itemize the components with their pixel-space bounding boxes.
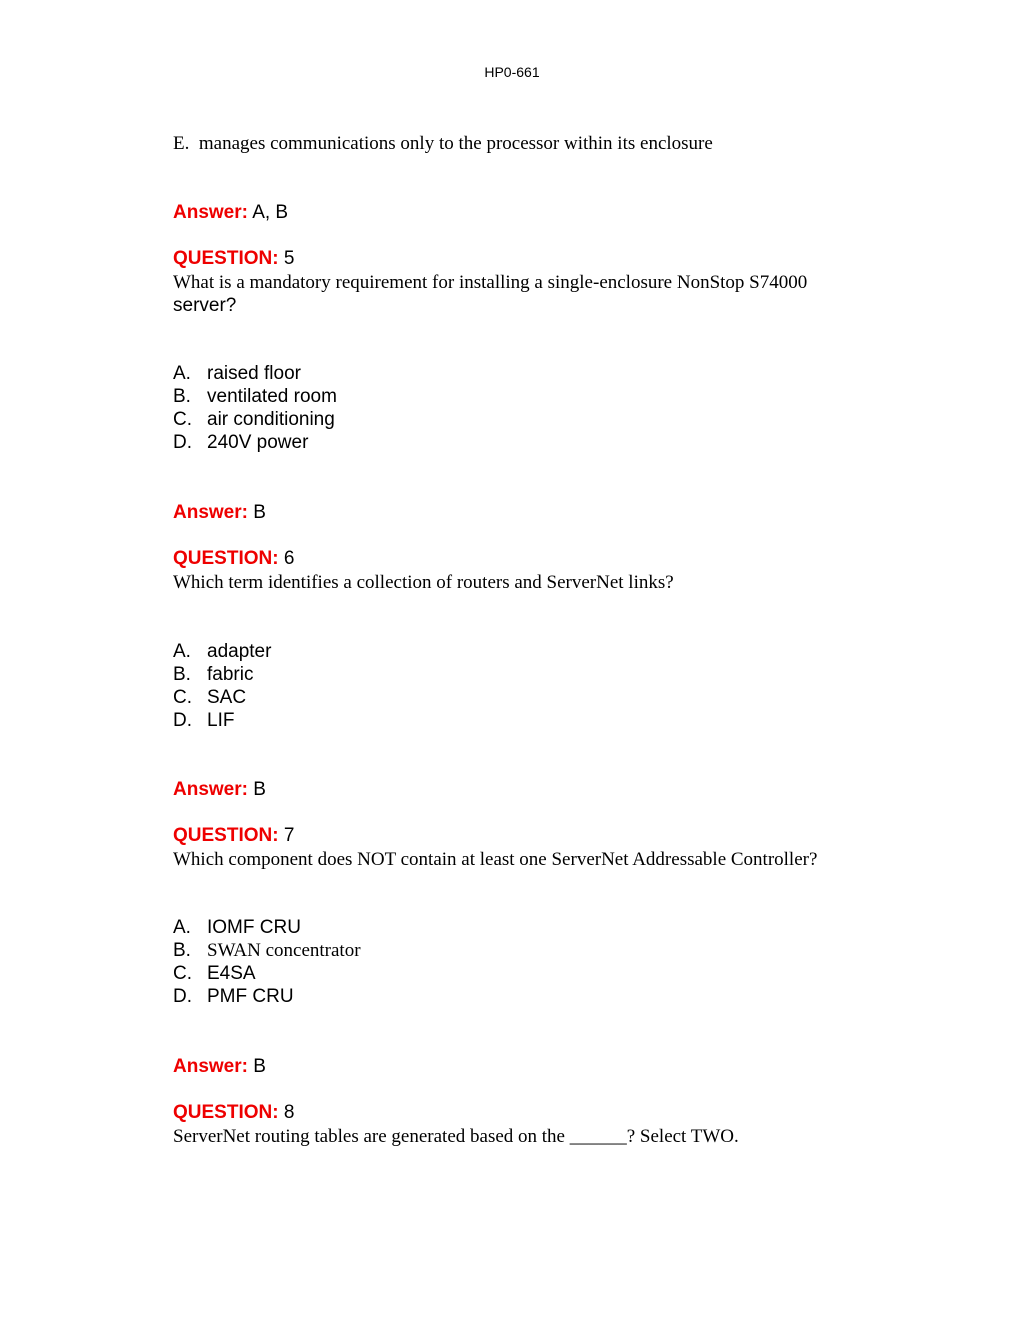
option-text: air conditioning bbox=[207, 409, 335, 430]
option-text: raised floor bbox=[207, 363, 301, 384]
option-c bbox=[173, 962, 361, 985]
prev-option-e bbox=[173, 132, 713, 155]
option-c bbox=[173, 686, 271, 709]
question-text-line: Which term identifies a collection of routers and ServerNet links? bbox=[173, 572, 674, 593]
option-letter: A. bbox=[173, 363, 191, 384]
option-text: manages communications only to the processor within its enclosure bbox=[198, 133, 713, 154]
option-d bbox=[173, 985, 361, 1008]
question-text-line: What is a mandatory requirement for installing a single-enclosure NonStop S74000 bbox=[173, 272, 808, 293]
page-header: HP0-661 bbox=[484, 64, 540, 80]
option-letter: D. bbox=[173, 986, 192, 1007]
option-text: SWAN concentrator bbox=[207, 940, 361, 961]
answer-label: Answer: bbox=[173, 1056, 248, 1077]
option-letter: B. bbox=[173, 940, 191, 961]
question-text-line: ServerNet routing tables are generated based on the ______? Select TWO. bbox=[173, 1126, 739, 1147]
question-6-heading bbox=[173, 547, 294, 570]
question-label: QUESTION: bbox=[173, 248, 279, 269]
option-letter: D. bbox=[173, 710, 192, 731]
answer-label: Answer: bbox=[173, 502, 248, 523]
answer-q4 bbox=[173, 201, 288, 224]
question-text-line: Which component does NOT contain at least one ServerNet Addressable Controller? bbox=[173, 849, 818, 870]
option-text: IOMF CRU bbox=[207, 917, 301, 938]
option-text: LIF bbox=[207, 710, 235, 731]
question-8-text bbox=[173, 1125, 739, 1148]
question-5-text bbox=[173, 271, 807, 294]
answer-label: Answer: bbox=[173, 202, 248, 223]
option-letter: E. bbox=[173, 133, 190, 154]
answer-q7 bbox=[173, 1055, 266, 1078]
option-letter: B. bbox=[173, 386, 191, 407]
answer-value: B bbox=[253, 1056, 266, 1077]
answer-value: A, B bbox=[252, 202, 289, 223]
option-letter: C. bbox=[173, 963, 192, 984]
question-label: QUESTION: bbox=[173, 825, 279, 846]
option-a bbox=[173, 362, 337, 385]
question-number: 7 bbox=[283, 825, 295, 846]
answer-value: B bbox=[253, 502, 266, 523]
option-text: E4SA bbox=[207, 963, 256, 984]
question-5-options bbox=[173, 362, 337, 454]
option-letter: C. bbox=[173, 687, 192, 708]
option-letter: B. bbox=[173, 664, 191, 685]
question-number: 8 bbox=[283, 1102, 295, 1123]
question-label: QUESTION: bbox=[173, 1102, 279, 1123]
question-7-options bbox=[173, 916, 361, 1008]
option-text: SAC bbox=[207, 687, 247, 708]
option-letter: C. bbox=[173, 409, 192, 430]
question-5-text-cont bbox=[173, 294, 236, 317]
option-letter: D. bbox=[173, 432, 192, 453]
option-c bbox=[173, 408, 337, 431]
answer-value: B bbox=[253, 779, 266, 800]
question-number: 6 bbox=[283, 548, 295, 569]
question-text-line: server? bbox=[173, 295, 237, 316]
question-5-heading bbox=[173, 247, 294, 270]
option-a bbox=[173, 916, 361, 939]
option-text: 240V power bbox=[207, 432, 309, 453]
option-d bbox=[173, 431, 337, 454]
option-text: fabric bbox=[207, 664, 254, 685]
question-label: QUESTION: bbox=[173, 548, 279, 569]
answer-q6 bbox=[173, 778, 266, 801]
option-b bbox=[173, 385, 337, 408]
question-6-options bbox=[173, 640, 271, 732]
question-6-text bbox=[173, 571, 674, 594]
question-7-text bbox=[173, 848, 817, 871]
answer-label: Answer: bbox=[173, 779, 248, 800]
question-7-heading bbox=[173, 824, 294, 847]
option-letter: A. bbox=[173, 917, 191, 938]
question-number: 5 bbox=[283, 248, 295, 269]
option-text: adapter bbox=[207, 641, 272, 662]
option-b bbox=[173, 939, 361, 962]
option-a bbox=[173, 640, 271, 663]
option-d bbox=[173, 709, 271, 732]
option-b bbox=[173, 663, 271, 686]
question-8-heading bbox=[173, 1101, 294, 1124]
option-letter: A. bbox=[173, 641, 191, 662]
option-text: ventilated room bbox=[207, 386, 337, 407]
option-text: PMF CRU bbox=[207, 986, 294, 1007]
answer-q5 bbox=[173, 501, 266, 524]
